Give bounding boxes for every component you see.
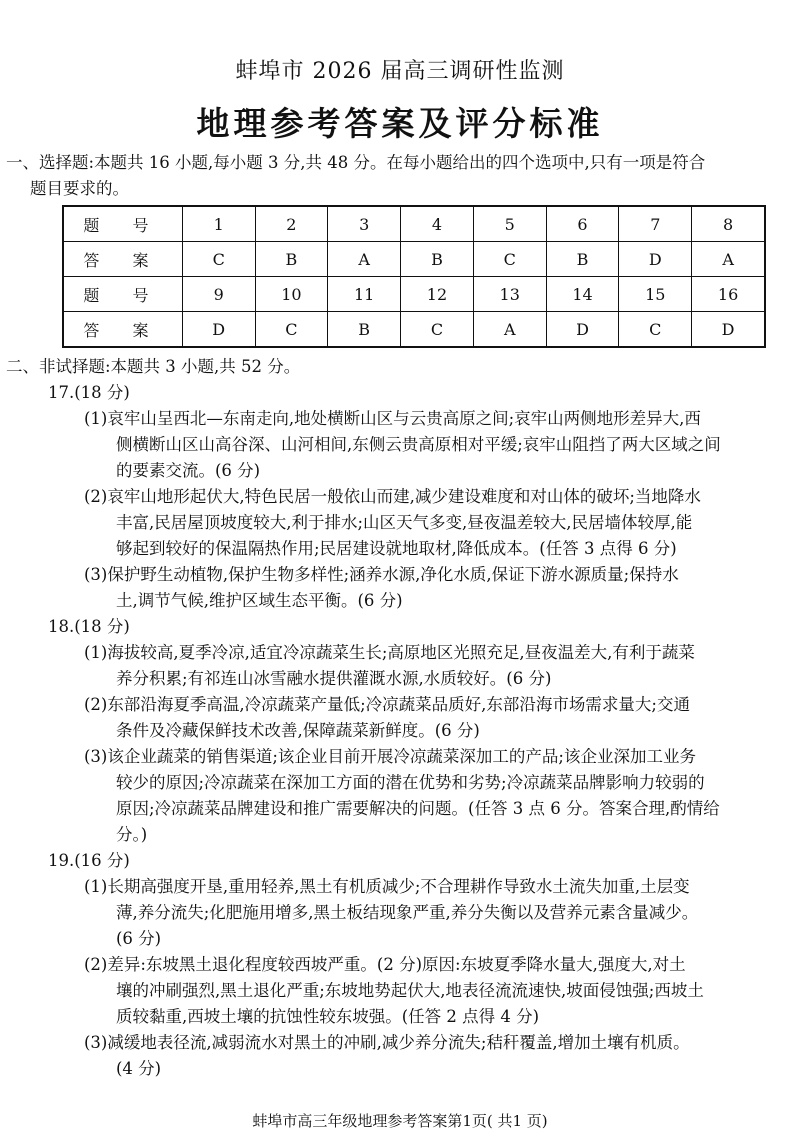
section2-title: 二、非试择题:本题共 3 小题,共 52 分。 [6, 357, 301, 376]
q17-line: (1)哀牢山呈西北—东南走向,地处横断山区与云贵高原之间;哀牢山两侧地形差异大,西 [84, 409, 701, 428]
q17-heading: 17.(18 分) [48, 383, 130, 402]
question-number: 5 [473, 206, 546, 242]
page-title: 蚌埠市 2026 届高三调研性监测 [235, 59, 565, 84]
q18-line: 原因;冷凉蔬菜品牌建设和推广需要解决的问题。(任答 3 点 6 分。答案合理,酌情给 [116, 799, 720, 818]
answer-cell: A [328, 242, 401, 277]
answer-cell: C [473, 242, 546, 277]
q19-line: 质较黏重,西坡土壤的抗蚀性较东坡强。(任答 2 点得 4 分) [116, 1007, 540, 1026]
answer-cell: B [546, 242, 619, 277]
answer-cell: B [328, 312, 401, 348]
answer-cell: A [473, 312, 546, 348]
question-number: 4 [401, 206, 474, 242]
q18-line: (2)东部沿海夏季高温,冷凉蔬菜产量低;冷凉蔬菜品质好,东部沿海市场需求量大;交通 [84, 695, 690, 714]
answer-cell: D [546, 312, 619, 348]
section1-intro-line1: 一、选择题:本题共 16 小题,每小题 3 分,共 48 分。在每小题给出的四个选项中,只有一项是符合 [6, 153, 706, 172]
table-row-answer-1 [63, 242, 765, 277]
table-row-question-2 [63, 277, 765, 312]
question-number: 14 [546, 277, 619, 312]
answer-cell: D [619, 242, 692, 277]
question-number: 13 [473, 277, 546, 312]
q19-line: (4 分) [116, 1059, 162, 1078]
answer-cell: C [255, 312, 328, 348]
answer-cell: C [619, 312, 692, 348]
question-number: 8 [692, 206, 765, 242]
q19-line: (2)差异:东坡黑土退化程度较西坡严重。(2 分)原因:东坡夏季降水量大,强度大,对土 [84, 955, 686, 974]
q18-heading: 18.(18 分) [48, 617, 130, 636]
question-number: 16 [692, 277, 765, 312]
question-number: 6 [546, 206, 619, 242]
question-number: 10 [255, 277, 328, 312]
answer-cell: D [692, 312, 765, 348]
question-number: 3 [328, 206, 401, 242]
q18-line: 较少的原因;冷凉蔬菜在深加工方面的潜在优势和劣势;冷凉蔬菜品牌影响力较弱的 [116, 773, 705, 792]
answer-table [62, 205, 766, 348]
row-label-question: 题 号 [63, 277, 182, 312]
q18-line: (1)海拔较高,夏季冷凉,适宜冷凉蔬菜生长;高原地区光照充足,昼夜温差大,有利于蔬菜 [84, 643, 695, 662]
row-label-answer: 答 案 [63, 242, 182, 277]
answer-cell: C [401, 312, 474, 348]
q19-heading: 19.(16 分) [48, 851, 130, 870]
page-footer: 蚌埠市高三年级地理参考答案第1页( 共1 页) [252, 1112, 548, 1130]
row-label-answer: 答 案 [63, 312, 182, 348]
q17-line: (3)保护野生动植物,保护生物多样性;涵养水源,净化水质,保证下游水源质量;保持水 [84, 565, 679, 584]
question-number: 12 [401, 277, 474, 312]
answer-cell: B [401, 242, 474, 277]
q18-line: 分。) [116, 825, 148, 844]
q17-line: 够起到较好的保温隔热作用;民居建设就地取材,降低成本。(任答 3 点得 6 分) [116, 539, 677, 558]
q19-line: 薄,养分流失;化肥施用增多,黑土板结现象严重,养分失衡以及营养元素含量减少。 [116, 903, 699, 922]
q18-line: (3)该企业蔬菜的销售渠道;该企业目前开展冷凉蔬菜深加工的产品;该企业深加工业务 [84, 747, 696, 766]
question-number: 9 [182, 277, 255, 312]
answer-cell: D [182, 312, 255, 348]
q19-line: (3)减缓地表径流,减弱流水对黑土的冲刷,减少养分流失;秸秆覆盖,增加土壤有机质。 [84, 1033, 690, 1052]
q19-line: (6 分) [116, 929, 162, 948]
question-number: 7 [619, 206, 692, 242]
section1-intro-line2: 题目要求的。 [30, 179, 129, 198]
answer-cell: C [182, 242, 255, 277]
q18-line: 条件及冷藏保鲜技术改善,保障蔬菜新鲜度。(6 分) [116, 721, 480, 740]
row-label-question: 题 号 [63, 206, 182, 242]
answer-cell: A [692, 242, 765, 277]
q17-line: 侧横断山区山高谷深、山河相间,东侧云贵高原相对平缓;哀牢山阻挡了两大区域之间 [116, 435, 721, 454]
question-number: 15 [619, 277, 692, 312]
q17-line: 丰富,民居屋顶坡度较大,利于排水;山区天气多变,昼夜温差较大,民居墙体较厚,能 [116, 513, 693, 532]
table-row-answer-2 [63, 312, 765, 348]
q19-line: (1)长期高强度开垦,重用轻养,黑土有机质减少;不合理耕作导致水土流失加重,土层变 [84, 877, 690, 896]
page-subtitle: 地理参考答案及评分标准 [196, 104, 604, 143]
answer-cell: B [255, 242, 328, 277]
question-number: 11 [328, 277, 401, 312]
q17-line: 土,调节气候,维护区域生态平衡。(6 分) [116, 591, 403, 610]
question-number: 2 [255, 206, 328, 242]
q19-line: 壤的冲刷强烈,黑土退化严重;东坡地势起伏大,地表径流流速快,坡面侵蚀强;西坡土 [116, 981, 704, 1000]
q18-line: 养分积累;有祁连山冰雪融水提供灌溉水源,水质较好。(6 分) [116, 669, 552, 688]
q17-line: (2)哀牢山地形起伏大,特色民居一般依山而建,减少建设难度和对山体的破坏;当地降水 [84, 487, 701, 506]
table-row-question-1 [63, 206, 765, 242]
q17-line: 的要素交流。(6 分) [116, 461, 261, 480]
question-number: 1 [182, 206, 255, 242]
